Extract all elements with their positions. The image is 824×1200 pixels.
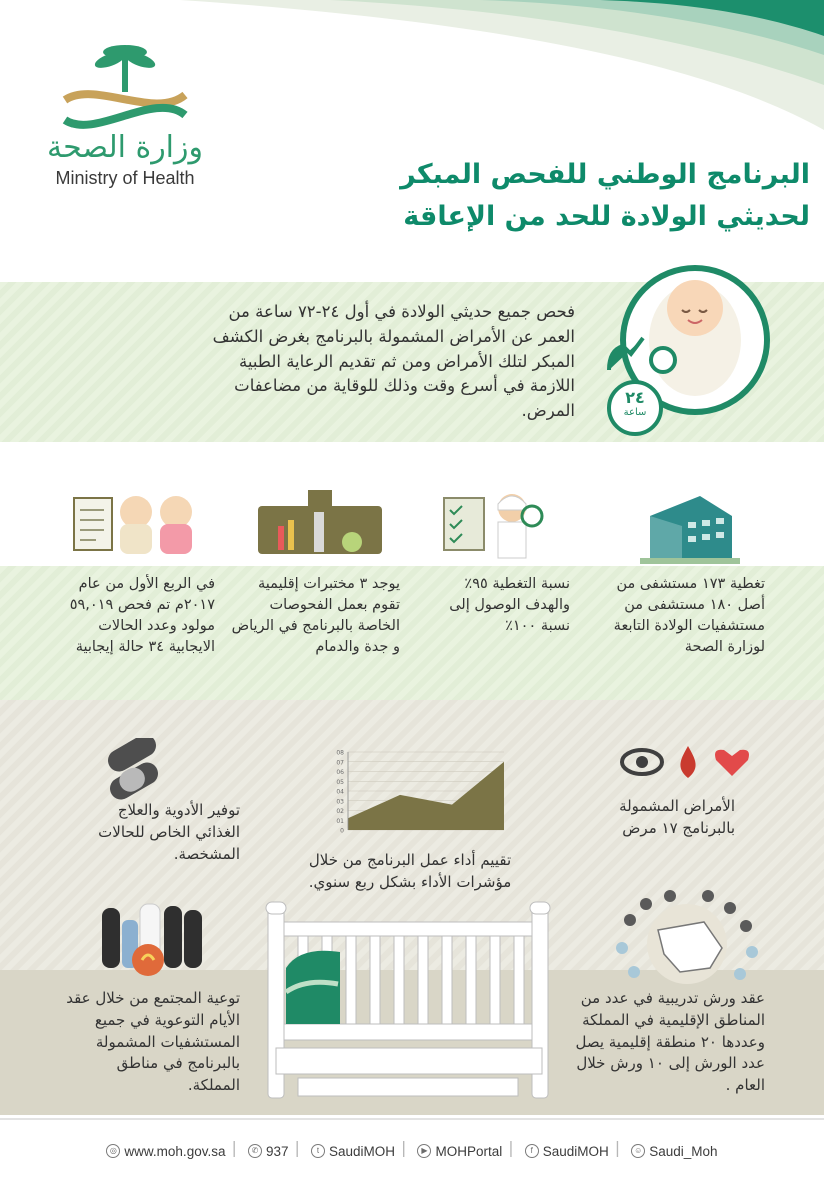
stat-coverage-rate: نسبة التغطية ٩٥٪ والهدف الوصول إلى نسبة ١٠٠٪: [449, 576, 570, 635]
footer-links: ◎ www.moh.gov.sa | ✆ 937 | t SaudiMOH | ▶ MOHPortal | f SaudiMOH | ☺ Saudi_Moh: [0, 1138, 824, 1159]
moh-logo: [40, 40, 210, 190]
heart-icon: [715, 750, 749, 776]
chart-ytick-label: 02: [336, 808, 344, 815]
intro-text: فحص جميع حديثي الولادة في أول ٢٤-٧٢ ساعة من العمر عن الأمراض المشمولة بالبرنامج بغرض الكشف المبكر لتلك الأمراض ومن ثم تقديم الرعاية الطبية اللازمة في أسرع وقت وذلك للوقاية من مضاعفات المرض.: [212, 302, 575, 420]
palm-swords-logo-icon: [40, 40, 210, 140]
chart-ytick-label: 05: [336, 778, 344, 786]
page-title-line-2: لحديثي الولادة للحد من الإعاقة: [403, 201, 810, 232]
baby-crib-icon: [258, 898, 558, 1110]
footer-website[interactable]: ◎ www.moh.gov.sa: [106, 1144, 225, 1159]
footer-youtube[interactable]: ▶ MOHPortal: [417, 1144, 502, 1159]
chart-ytick-label: 06: [336, 769, 344, 776]
blood-drop-icon: [680, 746, 695, 778]
footer-phone[interactable]: ✆ 937: [248, 1144, 289, 1159]
newborn-stethoscope-badge: [585, 260, 775, 445]
logo-arabic-text: وزارة الصحة: [47, 130, 203, 165]
phone-icon: ✆: [248, 1144, 262, 1158]
facebook-icon: f: [525, 1144, 539, 1158]
twitter-icon: t: [311, 1144, 325, 1158]
chart-ytick-label: 0: [340, 827, 344, 835]
lightbulb-icon: [132, 944, 164, 976]
feature-diseases: الأمراض المشمولة بالبرنامج ١٧ مرض: [619, 797, 735, 837]
laboratory-icon: [252, 486, 388, 566]
chart-ytick-label: 04: [336, 788, 344, 796]
saudi-map-people-icon: [612, 890, 762, 990]
community-family-icon: [96, 884, 206, 988]
page-title-line-1: البرنامج الوطني للفحص المبكر: [400, 159, 810, 190]
24-hours-badge: ٢٤ ساعة: [607, 380, 663, 436]
chart-ytick-label: 07: [336, 759, 344, 767]
stat-screening-results: في الربع الأول من عام ٢٠١٧م تم فحص ٥٩,٠١٩ مولود وعدد الحالات الايجابية ٣٤ حالة إيجابية: [69, 576, 215, 656]
performance-area-chart: [330, 748, 510, 838]
feature-evaluation: تقييم أداء عمل البرنامج من خلال مؤشرات الأداء بشكل ربع سنوي.: [308, 851, 512, 891]
newborns-icon: [70, 484, 200, 564]
footer-divider: [0, 1118, 824, 1120]
feature-awareness: توعية المجتمع من خلال عقد الأيام التوعوية في جميع المستشفيات المشمولة بالبرنامج في مناطق المملكة.: [66, 989, 240, 1094]
snapchat-icon: ☺: [631, 1144, 645, 1158]
stat-hospitals-coverage: تغطية ١٧٣ مستشفى من أصل ١٨٠ مستشفى من مستشفيات الولادة التابعة لوزارة الصحة: [613, 576, 765, 656]
chart-ytick-label: 01: [336, 817, 344, 825]
chart-area-series: [348, 762, 504, 830]
footer-facebook[interactable]: f SaudiMOH: [525, 1144, 609, 1159]
eye-blood-heart-icons: [620, 740, 756, 784]
chart-ytick-label: 03: [336, 798, 344, 806]
footer-twitter[interactable]: t SaudiMOH: [311, 1144, 395, 1159]
feature-workshops: عقد ورش تدريبية في عدد من المناطق الإقليمية في المملكة وعددها ٢٠ منطقة إقليمية يصل عدد الورش إلى ١٠ ورش خلال العام .: [575, 989, 765, 1094]
doctor-checklist-icon: [440, 484, 550, 564]
stat-regional-labs: يوجد ٣ مختبرات إقليمية تقوم بعمل الفحوصات الخاصة بالبرنامج في الرياض و جدة والدمام: [231, 576, 400, 656]
logo-english-text: Ministry of Health: [55, 168, 195, 188]
globe-icon: ◎: [106, 1144, 120, 1158]
youtube-icon: ▶: [417, 1144, 431, 1158]
pills-icon: [98, 738, 168, 802]
stethoscope-icon: [651, 348, 675, 372]
feature-medicine: توفير الأدوية والعلاج الغذائي الخاص للحالات المشخصة.: [98, 801, 240, 863]
hospital-building-icon: [640, 486, 740, 566]
chart-ytick-label: 08: [336, 749, 344, 757]
baby-face-icon: [667, 280, 723, 336]
footer-snapchat[interactable]: ☺ Saudi_Moh: [631, 1144, 717, 1159]
